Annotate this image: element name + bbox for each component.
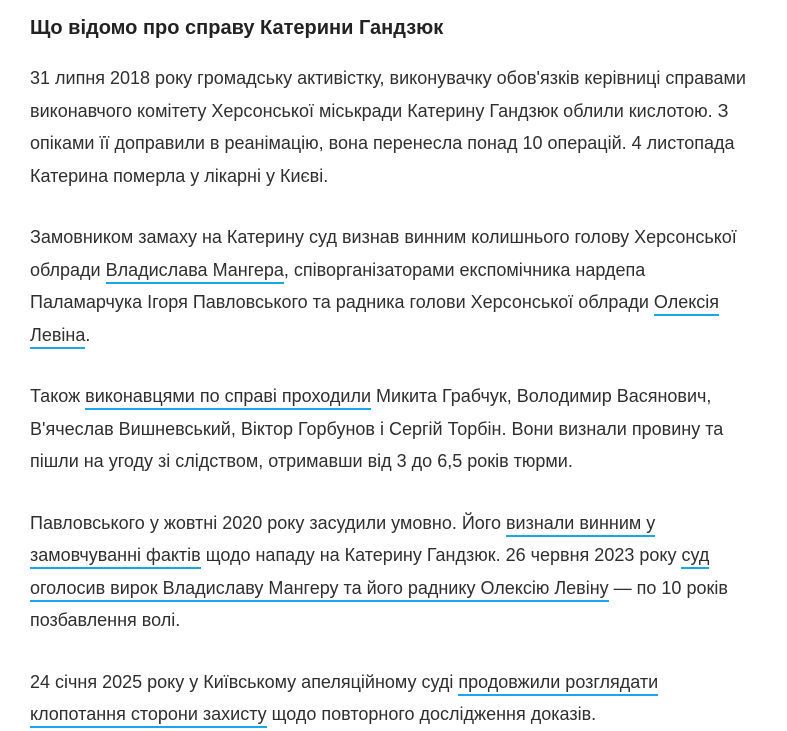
article-link[interactable]: суд оголосив вирок Владиславу Мангеру та його раднику Олексію Левіну (30, 545, 709, 602)
article-body (30, 62, 757, 731)
paragraph-text: — по 10 років позбавлення волі. (30, 577, 728, 630)
article-link[interactable]: визнали винним у замовчуванні фактів (30, 513, 655, 570)
article-paragraph (30, 221, 757, 351)
paragraph-text: Також (30, 386, 86, 406)
paragraph-text: Замовником замаху на Катерину суд визнав винним колишнього голову Херсонської облради (30, 227, 737, 280)
paragraph-text: . (85, 324, 91, 345)
article-paragraph (30, 380, 757, 478)
paragraph-text: 24 січня 2025 року у Київському апеляційному суді (30, 671, 459, 692)
article-link[interactable]: Владислава Мангера (106, 260, 284, 284)
paragraph-text: щодо нападу на Катерину Гандзюк. 26 червня 2023 року (200, 545, 682, 565)
paragraph-text: 31 липня 2018 року громадську активістку, виконувачку обов'язків керівниці справами виконавчого комітету Херсонської міськради Катерину Гандзюк облили кислотою. З опіками її доправили в реанімацію, вона перенесла понад 10 операцій. 4 листопада Катерина померла у лікарні у Києві. (30, 68, 746, 186)
article-link[interactable]: продовжили розглядати клопотання сторони захисту (30, 672, 658, 729)
article-link[interactable]: Олексія Левіна (30, 292, 719, 349)
article-link[interactable]: виконавцями по справі проходили (85, 386, 371, 410)
paragraph-text: Павловського у жовтні 2020 року засудили умовно. Його (30, 512, 506, 533)
article-paragraph (30, 507, 757, 637)
article-paragraph (30, 666, 757, 731)
paragraph-text: Микита Грабчук, Володимир Васянович, В'ячеслав Вишневський, Віктор Горбунов і Сергій Торбін. Вони визнали провину та пішли на угоду зі слідством, отримавши від 3 до 6,5 років тюрми. (30, 386, 724, 471)
paragraph-text: щодо повторного дослідження доказів. (266, 704, 597, 724)
section-heading: Що відомо про справу Катерини Гандзюк (30, 17, 444, 39)
paragraph-text: , співорганізаторами експомічника нардепа Паламарчука Ігоря Павловського та радника голови Херсонської облради (30, 259, 654, 312)
article-paragraph (30, 62, 757, 192)
